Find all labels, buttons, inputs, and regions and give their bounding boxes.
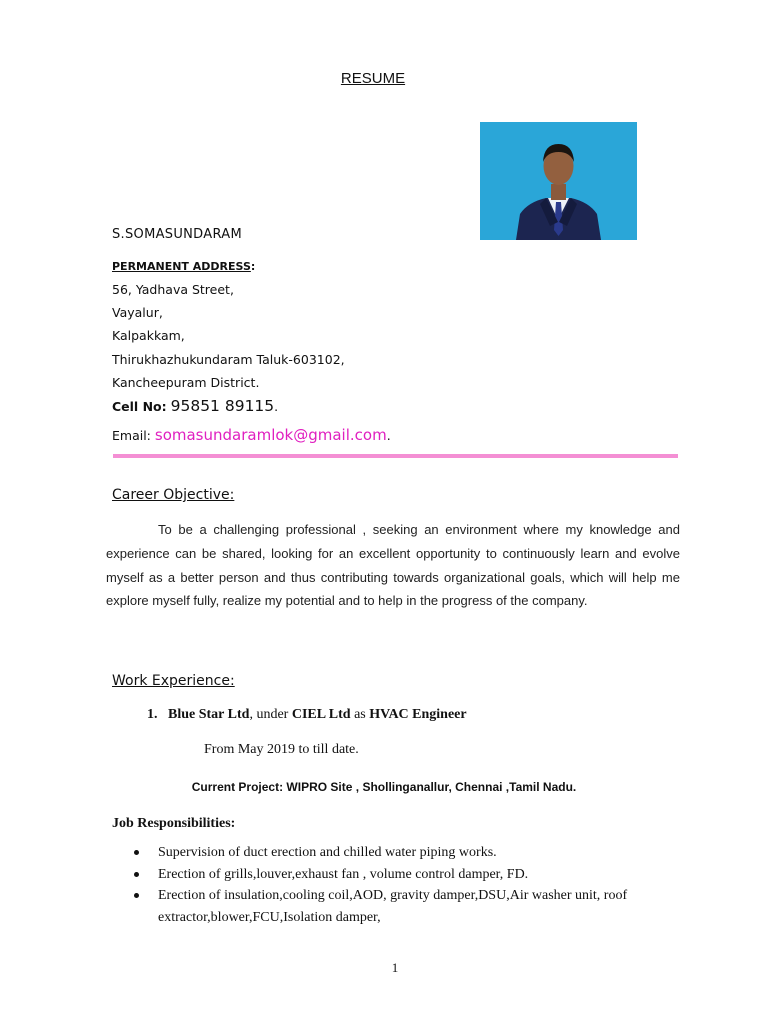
list-item: Supervision of duct erection and chilled water piping works. bbox=[131, 842, 651, 864]
job-client: CIEL Ltd bbox=[291, 707, 351, 722]
job-role: HVAC Engineer bbox=[369, 707, 467, 722]
candidate-name: S.SOMASUNDARAM bbox=[112, 227, 242, 242]
job-responsibilities-heading: Job Responsibilities: bbox=[112, 816, 236, 831]
address-line: Thirukhazhukundaram Taluk-603102, bbox=[112, 352, 345, 367]
job-under: , under bbox=[249, 707, 292, 722]
list-item: Erection of insulation,cooling coil,AOD, gravity damper,DSU,Air washer unit, roof extractor,blower,FCU,Isolation damper, bbox=[131, 885, 651, 928]
resume-title: RESUME bbox=[340, 70, 406, 87]
email-suffix: . bbox=[386, 428, 391, 443]
address-heading bbox=[112, 260, 255, 273]
pink-divider bbox=[113, 454, 678, 458]
profile-photo bbox=[480, 122, 637, 240]
address-line: Kalpakkam, bbox=[112, 328, 185, 343]
email-address-link[interactable]: somasundaramlok@gmail.com bbox=[154, 426, 387, 444]
cell-suffix: . bbox=[274, 399, 279, 414]
address-heading-label: PERMANENT ADDRESS bbox=[112, 260, 251, 273]
career-objective-heading: Career Objective: bbox=[112, 487, 235, 503]
address-line: Vayalur, bbox=[112, 305, 163, 320]
list-item: Erection of grills,louver,exhaust fan , volume control damper, FD. bbox=[131, 864, 651, 886]
cell-number: 95851 89115 bbox=[170, 397, 275, 415]
cell-number-row bbox=[112, 397, 278, 415]
job-entry bbox=[147, 707, 467, 723]
address-heading-colon: : bbox=[250, 260, 256, 273]
responsibilities-list bbox=[131, 842, 651, 928]
current-project: Current Project: WIPRO Site , Shollinganallur, Chennai ,Tamil Nadu. bbox=[191, 780, 577, 794]
address-line: 56, Yadhava Street, bbox=[112, 282, 234, 297]
cell-label: Cell No: bbox=[112, 399, 167, 414]
job-period: From May 2019 to till date. bbox=[204, 742, 359, 757]
career-objective-body: To be a challenging professional , seeking an environment where my knowledge and experience can be shared, looking for an excellent opportunity to continuously learn and evolve myself as a better person and thus contributing towards organizational goals, which will help me explore myself fully, realize my potential and to help in the progress of the company. bbox=[106, 522, 680, 609]
email-row bbox=[112, 426, 391, 444]
address-line: Kancheepuram District. bbox=[112, 375, 260, 390]
career-objective-text bbox=[106, 518, 680, 613]
page-number: 1 bbox=[391, 960, 399, 975]
job-number: 1. bbox=[147, 707, 158, 722]
job-as: as bbox=[350, 707, 370, 722]
email-label: Email: bbox=[112, 428, 151, 443]
person-portrait-icon bbox=[480, 122, 637, 240]
work-experience-heading: Work Experience: bbox=[112, 673, 235, 689]
job-company: Blue Star Ltd bbox=[168, 707, 250, 722]
